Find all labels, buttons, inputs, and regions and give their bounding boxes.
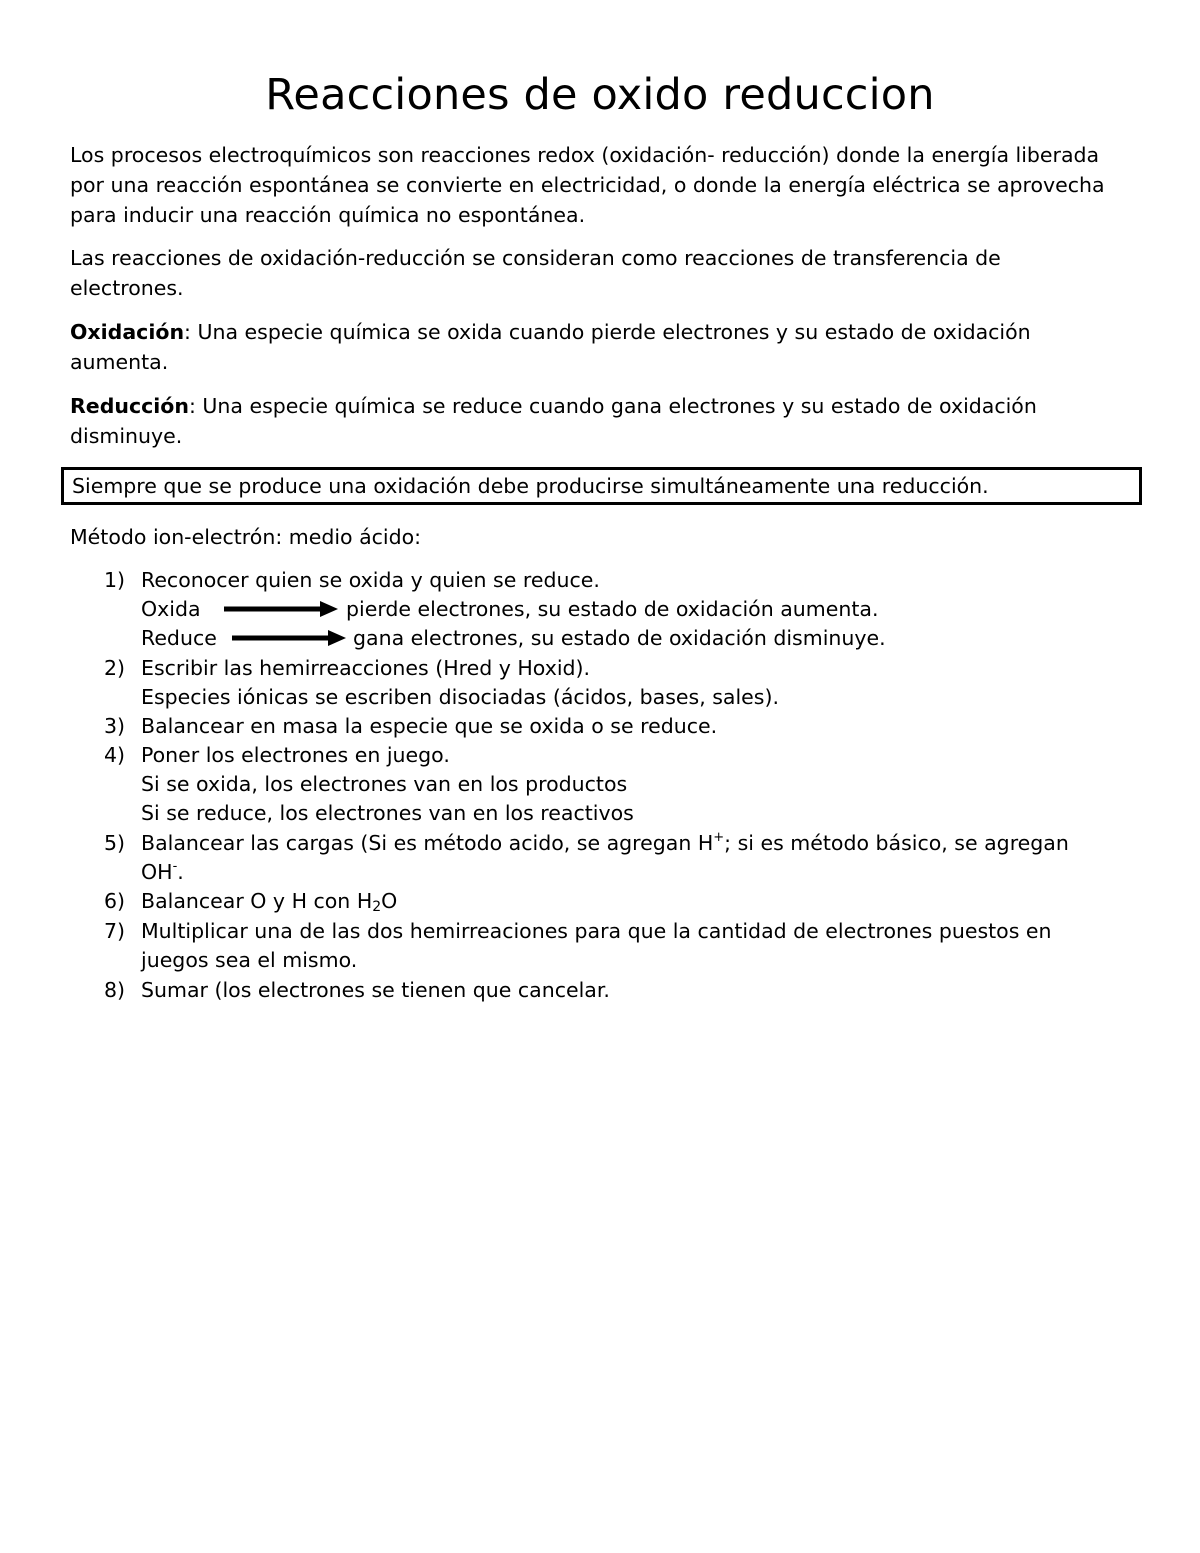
step-text: Si se oxida, los electrones van en los productos xyxy=(141,772,628,796)
step-text-part: Balancear las cargas (Si es método acido, se agregan H xyxy=(141,831,714,855)
step-text: Balancear en masa la especie que se oxida o se reduce. xyxy=(141,714,718,738)
highlight-box xyxy=(61,467,1142,505)
oxida-text: pierde electrones, su estado de oxidación aumenta. xyxy=(346,597,879,621)
step-text: Poner los electrones en juego. xyxy=(141,743,450,767)
intro-paragraph-2 xyxy=(70,243,1140,303)
oxidacion-text-line-2: aumenta. xyxy=(70,350,169,374)
step-text-part: O xyxy=(381,889,398,913)
step-number: 2) xyxy=(104,656,126,680)
highlight-box-text: Siempre que se produce una oxidación debe producirse simultáneamente una reducción. xyxy=(72,474,989,498)
step-text: Si se reduce, los electrones van en los reactivos xyxy=(141,801,634,825)
intro-p2-line-1: Las reacciones de oxidación-reducción se consideran como reacciones de transferencia de xyxy=(70,246,1001,270)
intro-p2-line-2: electrones. xyxy=(70,276,184,300)
step-text xyxy=(141,886,397,916)
step-number: 8) xyxy=(104,978,126,1002)
reduccion-term: Reducción xyxy=(70,394,189,418)
step-number: 7) xyxy=(104,919,126,943)
step-text-part: . xyxy=(177,860,184,884)
step-text: Sumar (los electrones se tienen que cancelar. xyxy=(141,978,610,1002)
step-text: Multiplicar una de las dos hemirreaciones para que la cantidad de electrones puestos en xyxy=(141,919,1052,943)
page-title: Reacciones de oxido reduccion xyxy=(265,70,935,120)
step-number: 6) xyxy=(104,889,126,913)
step-text-part: OH xyxy=(141,860,173,884)
oxida-label: Oxida xyxy=(141,597,201,621)
step-text: Escribir las hemirreacciones (Hred y Hoxid). xyxy=(141,656,591,680)
reduce-label: Reduce xyxy=(141,626,217,650)
reduccion-text-line-2: disminuye. xyxy=(70,424,183,448)
step-number: 1) xyxy=(104,568,126,592)
step-number: 4) xyxy=(104,743,126,767)
step-text: juegos sea el mismo. xyxy=(141,948,358,972)
definition-oxidacion xyxy=(70,317,1140,377)
subscript-2: 2 xyxy=(372,899,382,915)
step-text: Reconocer quien se oxida y quien se reduce. xyxy=(141,568,600,592)
intro-p1-line-1: Los procesos electroquímicos son reacciones redox (oxidación- reducción) donde la energía liberada xyxy=(70,143,1100,167)
superscript-plus: + xyxy=(713,830,725,845)
oxidacion-text: : Una especie química se oxida cuando pierde electrones y su estado de oxidación xyxy=(184,320,1031,344)
arrow-right-icon xyxy=(232,628,348,648)
arrow-right-icon xyxy=(224,599,340,619)
definition-reduccion xyxy=(70,391,1140,451)
reduccion-text: : Una especie química se reduce cuando gana electrones y su estado de oxidación xyxy=(188,394,1037,418)
step-text-part: ; si es método básico, se agregan xyxy=(724,831,1069,855)
reduce-text: gana electrones, su estado de oxidación disminuye. xyxy=(353,626,886,650)
step-text xyxy=(141,857,184,887)
step-text xyxy=(141,828,1069,858)
step-text-part: Balancear O y H con H xyxy=(141,889,373,913)
method-heading: Método ion-electrón: medio ácido: xyxy=(70,525,422,549)
oxidacion-term: Oxidación xyxy=(70,320,185,344)
intro-paragraph-1 xyxy=(70,140,1140,230)
intro-p1-line-3: para inducir una reacción química no espontánea. xyxy=(70,203,586,227)
step-number: 5) xyxy=(104,831,126,855)
intro-p1-line-2: por una reacción espontánea se convierte en electricidad, o donde la energía eléctrica se aprovecha xyxy=(70,173,1105,197)
superscript-minus: - xyxy=(172,859,178,874)
step-text: Especies iónicas se escriben disociadas (ácidos, bases, sales). xyxy=(141,685,779,709)
step-number: 3) xyxy=(104,714,126,738)
